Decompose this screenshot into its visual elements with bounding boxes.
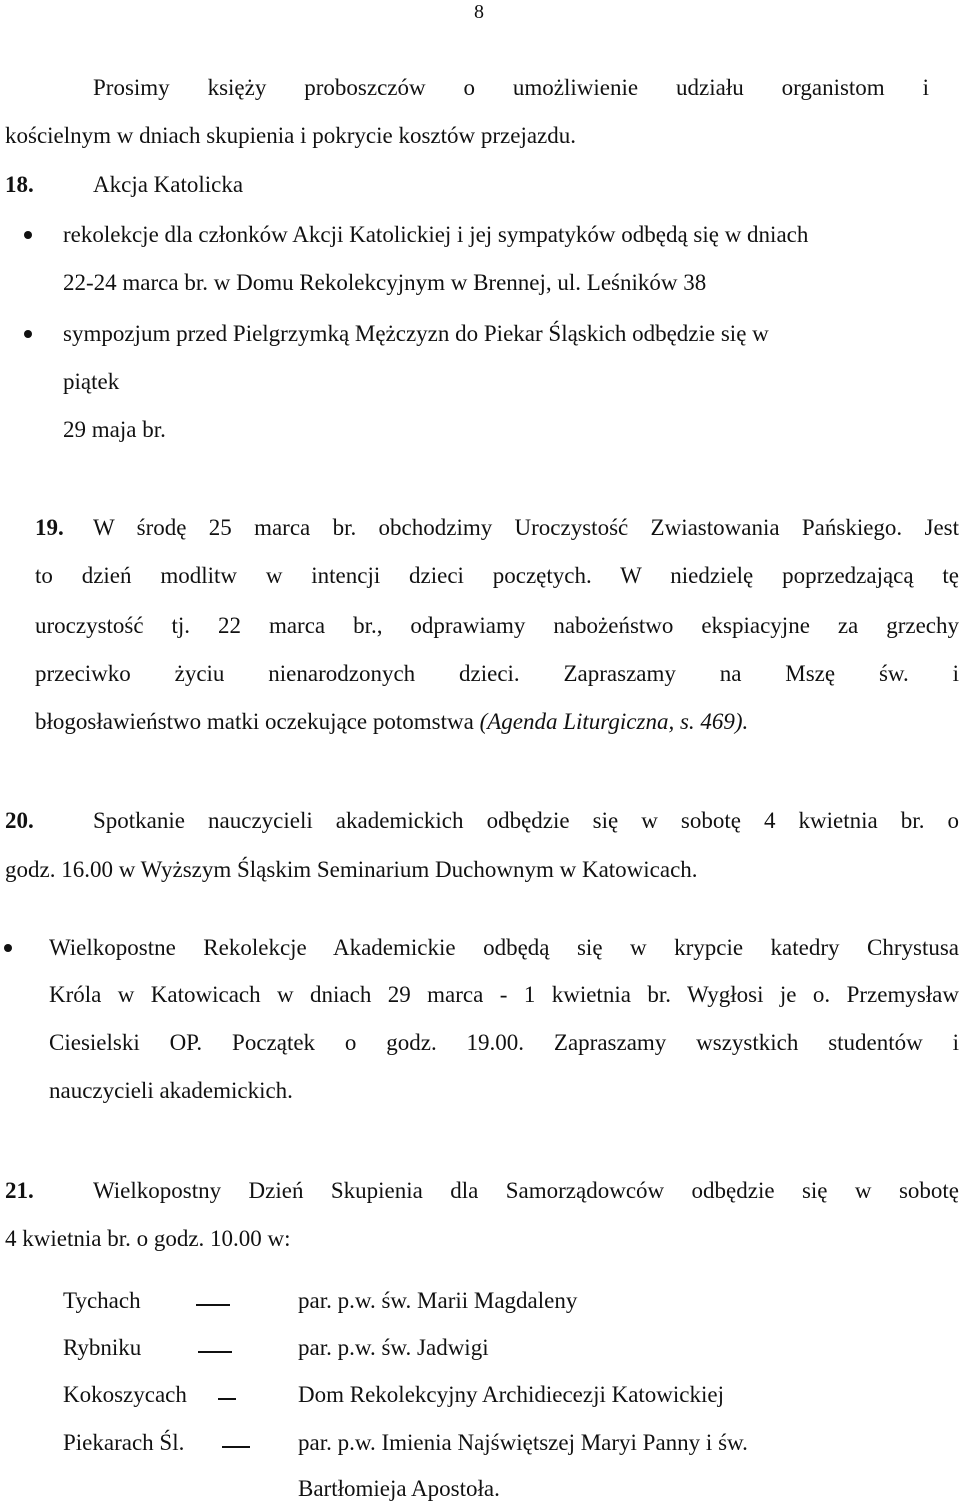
item-21-number: 21. [5,1178,34,1203]
location-city: Tychach [63,1288,141,1313]
item-19-line-4: przeciwko życiu nienarodzonych dzieci. Zapraszamy na Mszę św. i [35,661,959,686]
bullet-icon [24,231,32,239]
bullet-icon [24,330,32,338]
item-18-bullet-2-line-1: sympozjum przed Pielgrzymką Mężczyzn do Piekar Śląskich odbędzie się w [63,321,769,346]
item-20-bullet-line-1: Wielkopostne Rekolekcje Akademickie odbędą się w krypcie katedry Chrystusa [49,935,959,960]
location-place-continued: Bartłomieja Apostoła. [298,1476,500,1501]
item-20-line-2: godz. 16.00 w Wyższym Śląskim Seminarium Duchownym w Katowicach. [5,857,698,882]
intro-line-2: kościelnym w dniach skupienia i pokrycie kosztów przejazdu. [5,123,577,148]
item-19-number: 19. [35,515,64,540]
item-18-bullet-2-line-3: 29 maja br. [63,417,166,442]
dash-separator [198,1351,232,1353]
item-20-bullet-line-4: nauczycieli akademickich. [49,1078,293,1103]
item-21-line-1: Wielkopostny Dzień Skupienia dla Samorządowców odbędzie się w sobotę [93,1178,959,1203]
bullet-icon [4,944,12,952]
location-place: par. p.w. św. Marii Magdaleny [298,1288,578,1313]
item-19-citation: (Agenda Liturgiczna, s. 469). [479,709,749,734]
dash-separator [196,1304,230,1306]
location-place: par. p.w. Imienia Najświętszej Maryi Panny i św. [298,1430,748,1455]
page-number: 8 [474,1,484,23]
item-18-bullet-1-line-1: rekolekcje dla członków Akcji Katolickiej i jej sympatyków odbędą się w dniach [63,222,809,247]
location-city: Piekarach Śl. [63,1430,185,1455]
item-20-bullet-line-2: Króla w Katowicach w dniach 29 marca - 1 kwietnia br. Wygłosi je o. Przemysław [49,982,959,1007]
item-19-line-1: W środę 25 marca br. obchodzimy Uroczystość Zwiastowania Pańskiego. Jest [93,515,959,540]
location-city: Kokoszycach [63,1382,187,1407]
item-19-line-2: to dzień modlitw w intencji dzieci poczętych. W niedzielę poprzedzającą tę [35,563,959,588]
item-19-line-5 [35,707,748,737]
dash-separator [222,1446,250,1448]
item-20-bullet-line-3: Ciesielski OP. Początek o godz. 19.00. Zapraszamy wszystkich studentów i [49,1030,959,1055]
item-18-title: Akcja Katolicka [93,172,244,197]
item-20-line-1: Spotkanie nauczycieli akademickich odbędzie się w sobotę 4 kwietnia br. o [93,808,959,833]
intro-line-1: Prosimy księży proboszczów o umożliwienie udziału organistom i [93,75,929,100]
item-19-line-5-text: błogosławieństwo matki oczekujące potomstwa [35,709,480,734]
item-18-bullet-1-line-2: 22-24 marca br. w Domu Rekolekcyjnym w Brennej, ul. Leśników 38 [63,270,707,295]
dash-separator [218,1398,236,1400]
item-19-line-3: uroczystość tj. 22 marca br., odprawiamy nabożeństwo ekspiacyjne za grzechy [35,613,959,638]
location-place: par. p.w. św. Jadwigi [298,1335,489,1360]
item-20-number: 20. [5,808,34,833]
item-18-bullet-2-line-2: piątek [63,369,120,394]
item-21-line-2: 4 kwietnia br. o godz. 10.00 w: [5,1226,291,1251]
item-18-number: 18. [5,172,34,197]
location-place: Dom Rekolekcyjny Archidiecezji Katowickiej [298,1382,725,1407]
location-city: Rybniku [63,1335,142,1360]
